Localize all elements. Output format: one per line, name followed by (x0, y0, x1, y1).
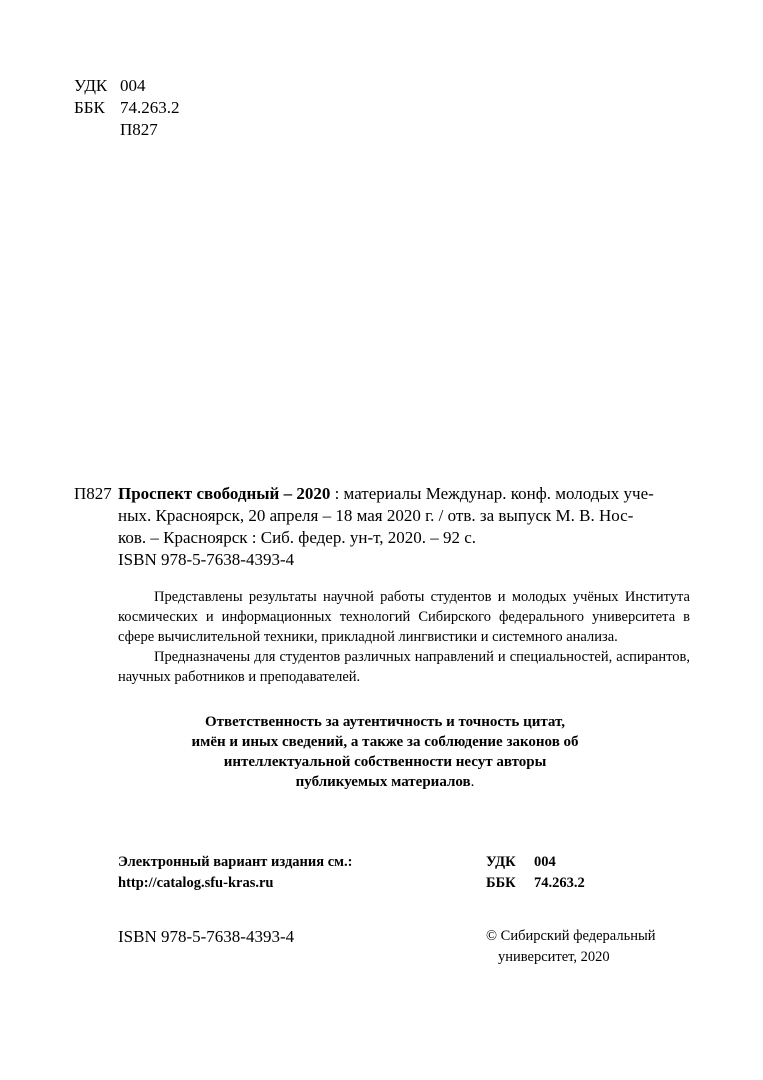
annotation (118, 587, 690, 687)
disclaimer-line-3: интеллектуальной собственности несут авторы (223, 754, 547, 770)
electronic-version (118, 852, 353, 894)
annotation-para-1: Представлены результаты научной работы студентов и молодых учёных Института космических и информационных технологий Сибирского федерального университета в сфере вычислительной техники, прикладной лингвистики и системного анализа. (118, 589, 690, 645)
footer-classification (486, 852, 585, 894)
copyright (486, 926, 655, 968)
footer-bbk-value: 74.263.2 (534, 875, 585, 891)
disclaimer (150, 712, 620, 792)
bib-line-1 (118, 483, 654, 505)
udk-row (74, 75, 146, 97)
udk-value: 004 (120, 76, 146, 95)
disclaimer-line-2: имён и иных сведений, а также за соблюдение законов об (191, 734, 579, 750)
footer-bbk-label: ББК (486, 875, 516, 891)
footer-bbk-row (486, 873, 585, 894)
bib-mark: П827 (74, 484, 112, 503)
copyright-line-1: © Сибирский федеральный (486, 928, 656, 944)
bbk-label: ББК (74, 98, 105, 117)
catalog-url[interactable]: http://catalog.sfu-kras.ru (118, 875, 274, 891)
bbk-value: 74.263.2 (120, 98, 180, 117)
bib-line-3: ков. – Красноярск : Сиб. федер. ун-т, 2020. – 92 с. (118, 528, 477, 547)
author-mark: П827 (120, 120, 158, 139)
udk-label: УДК (74, 76, 108, 95)
footer-isbn: ISBN 978-5-7638-4393-4 (118, 927, 295, 946)
footer-udk-value: 004 (534, 854, 556, 870)
book-title: Проспект свободный – 2020 (118, 484, 331, 503)
disclaimer-line-4-text: публикуемых материалов (295, 774, 471, 790)
bib-line-1-rest: : материалы Междунар. конф. молодых уче- (330, 484, 654, 503)
disclaimer-line-1: Ответственность за аутентичность и точность цитат, (204, 714, 566, 730)
electronic-label: Электронный вариант издания см.: (118, 854, 353, 870)
bbk-row (74, 97, 180, 119)
bib-line-2: ных. Красноярск, 20 апреля – 18 мая 2020 г. / отв. за выпуск М. В. Нос- (118, 506, 634, 525)
disclaimer-period: . (470, 774, 475, 790)
disclaimer-line-4 (150, 772, 620, 792)
annotation-para-2: Предназначены для студентов различных направлений и специальностей, аспирантов, научных работников и преподавателей. (118, 649, 690, 685)
bib-isbn: ISBN 978-5-7638-4393-4 (118, 550, 295, 569)
copyright-line-2: университет, 2020 (498, 949, 610, 965)
footer-udk-row (486, 852, 585, 873)
footer-udk-label: УДК (486, 854, 516, 870)
